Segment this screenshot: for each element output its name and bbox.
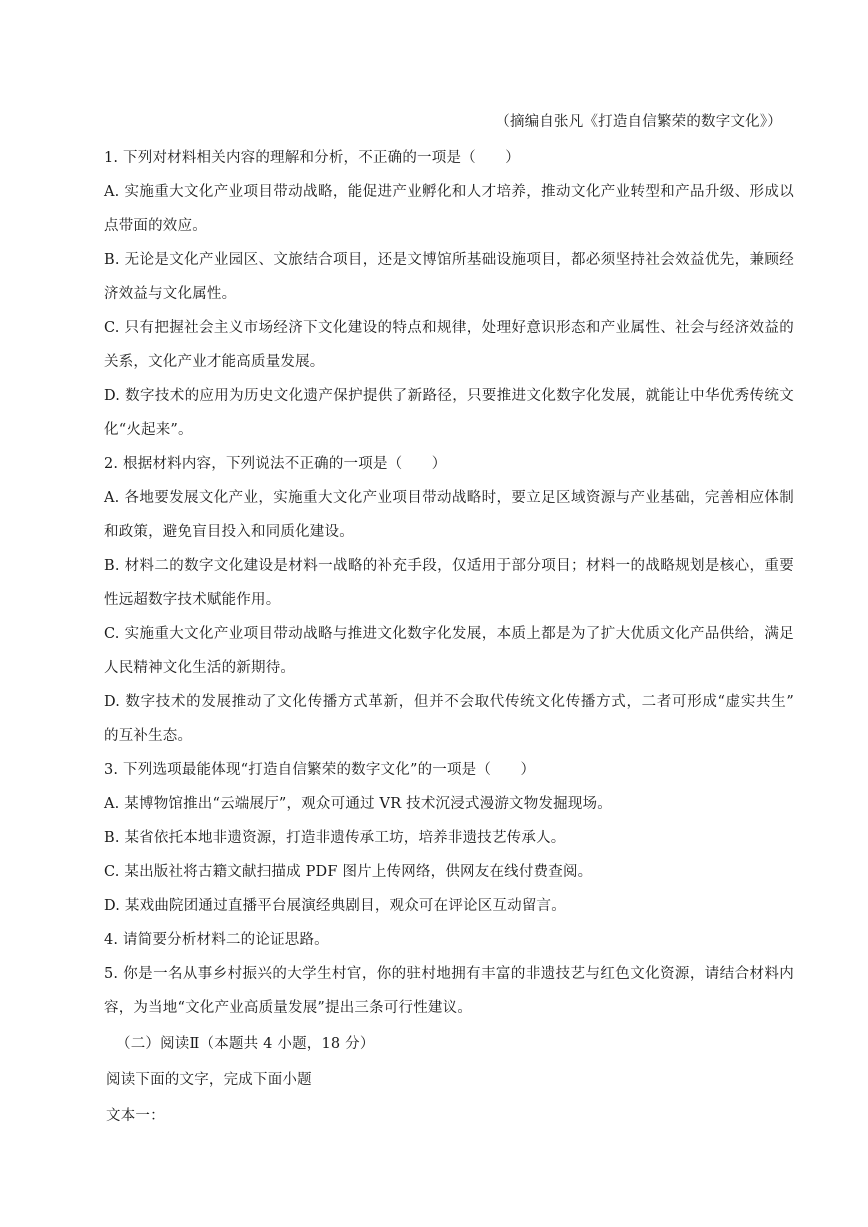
- question-1-option-b: B. 无论是文化产业园区、文旅结合项目，还是文博馆所基础设施项目，都必须坚持社会效益优先，兼顾经: [104, 252, 794, 268]
- question-5-stem-cont: 容，为当地“文化产业高质量发展”提出三条可行性建议。: [104, 1000, 473, 1016]
- question-3-stem: 3. 下列选项最能体现“打造自信繁荣的数字文化”的一项是（ ）: [104, 762, 536, 778]
- question-3-option-b: B. 某省依托本地非遗资源，打造非遗传承工坊，培养非遗技艺传承人。: [104, 830, 566, 846]
- question-3-option-c: C. 某出版社将古籍文献扫描成 PDF 图片上传网络，供网友在线付费查阅。: [104, 864, 593, 880]
- question-2-option-b: B. 材料二的数字文化建设是材料一战略的补充手段，仅适用于部分项目；材料一的战略规划是核心，重要: [104, 558, 794, 574]
- question-1-option-c-cont: 关系，文化产业才能高质量发展。: [104, 354, 325, 370]
- question-2-option-d-cont: 的互补生态。: [104, 728, 193, 744]
- question-3-option-d: D. 某戏曲院团通过直播平台展演经典剧目，观众可在评论区互动留言。: [104, 898, 566, 914]
- question-2-option-c-cont: 人民精神文化生活的新期待。: [104, 660, 296, 676]
- question-2-option-a: A. 各地要发展文化产业，实施重大文化产业项目带动战略时，要立足区域资源与产业基础，完善相应体制: [104, 490, 794, 506]
- question-5-stem: 5. 你是一名从事乡村振兴的大学生村官，你的驻村地拥有丰富的非遗技艺与红色文化资源，请结合材料内: [104, 966, 794, 982]
- section-instruction: 阅读下面的文字，完成下面小题: [106, 1072, 312, 1088]
- question-1-option-d-cont: 化“火起来”。: [104, 422, 193, 438]
- question-1-option-d: D. 数字技术的应用为历史文化遗产保护提供了新路径，只要推进文化数字化发展，就能让中华优秀传统文: [104, 388, 794, 404]
- question-1-option-b-cont: 济效益与文化属性。: [104, 286, 237, 302]
- question-1-option-a-cont: 点带面的效应。: [104, 218, 207, 234]
- question-2-option-d: D. 数字技术的发展推动了文化传播方式革新，但并不会取代传统文化传播方式，二者可形成“虚实共生”: [104, 694, 794, 710]
- question-3-option-a: A. 某博物馆推出“云端展厅”，观众可通过 VR 技术沉浸式漫游文物发掘现场。: [104, 796, 612, 812]
- section-heading: （二）阅读Ⅱ（本题共 4 小题，18 分）: [116, 1036, 375, 1052]
- source-citation: （摘编自张凡《打造自信繁荣的数字文化》）: [495, 114, 782, 130]
- text-one-label: 文本一：: [106, 1108, 165, 1124]
- question-2-option-a-cont: 和政策，避免盲目投入和同质化建设。: [104, 524, 354, 540]
- question-2-stem: 2. 根据材料内容，下列说法不正确的一项是（ ）: [104, 456, 447, 472]
- question-1-option-a: A. 实施重大文化产业项目带动战略，能促进产业孵化和人才培养，推动文化产业转型和产品升级、形成以: [104, 184, 794, 200]
- question-4-stem: 4. 请简要分析材料二的论证思路。: [104, 932, 329, 948]
- question-1-stem: 1. 下列对材料相关内容的理解和分析，不正确的一项是（ ）: [104, 150, 520, 166]
- question-2-option-b-cont: 性远超数字技术赋能作用。: [104, 592, 281, 608]
- question-2-option-c: C. 实施重大文化产业项目带动战略与推进文化数字化发展，本质上都是为了扩大优质文化产品供给，满足: [104, 626, 794, 642]
- question-1-option-c: C. 只有把握社会主义市场经济下文化建设的特点和规律，处理好意识形态和产业属性、社会与经济效益的: [104, 320, 794, 336]
